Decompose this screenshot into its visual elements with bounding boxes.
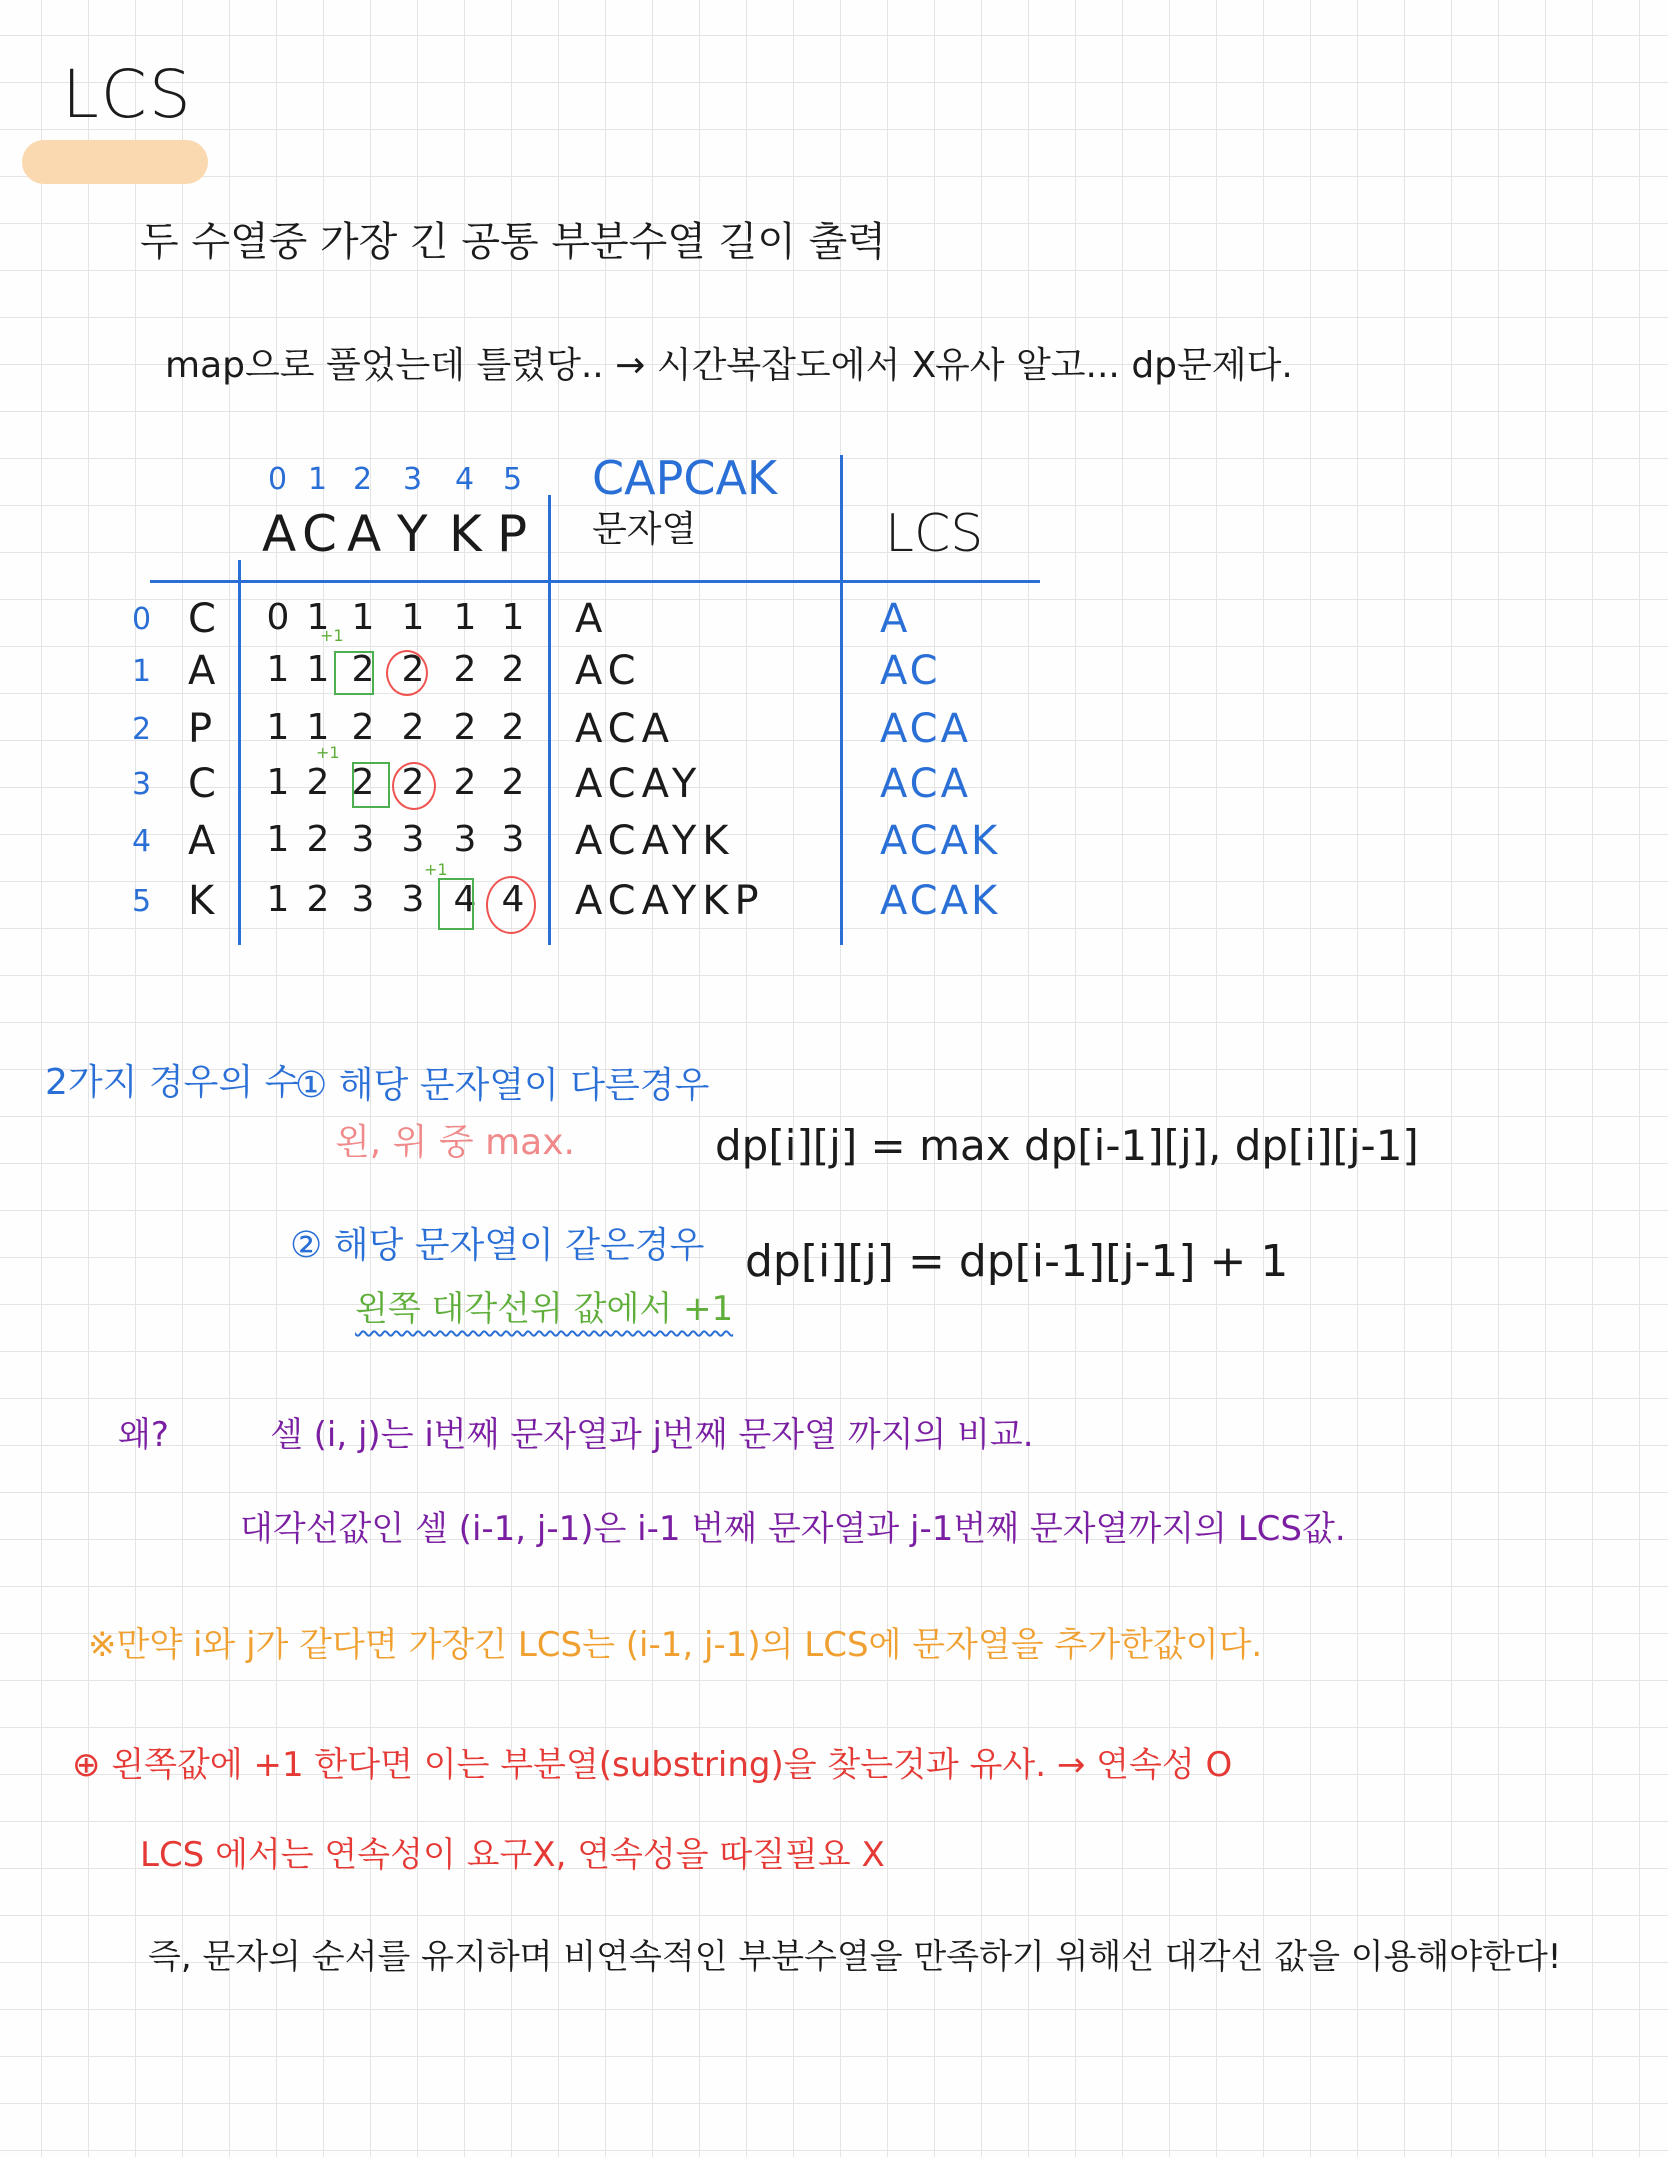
dp-cell: 3 bbox=[401, 819, 425, 860]
column-index: 4 bbox=[455, 462, 475, 497]
plus-mark: +1 bbox=[424, 860, 448, 879]
row-char: C bbox=[188, 761, 216, 807]
dp-cell: 2 bbox=[306, 879, 330, 920]
dp-cell: 1 bbox=[266, 707, 290, 748]
formula2: dp[i][j] = dp[i-1][j-1] + 1 bbox=[745, 1236, 1289, 1287]
dp-cell: 2 bbox=[351, 649, 375, 690]
capcak-entry: ACAYKP bbox=[575, 878, 765, 924]
plus-mark: +1 bbox=[316, 743, 340, 762]
dp-cell: 1 bbox=[401, 597, 425, 638]
highlight-circle bbox=[392, 762, 436, 810]
column-index: 2 bbox=[353, 462, 373, 497]
dp-cell: 2 bbox=[306, 819, 330, 860]
dp-cell: 2 bbox=[501, 649, 525, 690]
dp-cell: 2 bbox=[501, 707, 525, 748]
dp-cell: 1 bbox=[351, 597, 375, 638]
highlight-circle bbox=[386, 650, 428, 696]
dp-cell: 4 bbox=[501, 879, 525, 920]
dp-cell: 1 bbox=[501, 597, 525, 638]
dp-cell: 3 bbox=[453, 819, 477, 860]
highlight-box bbox=[352, 762, 390, 808]
row-index: 5 bbox=[132, 884, 152, 919]
case1-subtext: 왼, 위 중 max. bbox=[335, 1122, 575, 1163]
column-index: 1 bbox=[308, 462, 328, 497]
table-hline bbox=[150, 580, 1040, 583]
column-char: P bbox=[497, 505, 528, 563]
lcs-entry: A bbox=[880, 596, 911, 642]
dp-cell: 1 bbox=[266, 819, 290, 860]
column-char: K bbox=[449, 505, 482, 563]
red-note-2: LCS 에서는 연속성이 요구X, 연속성을 따질필요 X bbox=[140, 1835, 885, 1875]
column-char: Y bbox=[397, 505, 428, 563]
red-note-1: ⊕ 왼쪽값에 +1 한다면 이는 부분열(substring)을 찾는것과 유사. → 연속성 O bbox=[72, 1745, 1233, 1785]
lcs-entry: AC bbox=[880, 648, 941, 694]
highlight-box bbox=[334, 651, 374, 695]
dp-cell: 2 bbox=[351, 707, 375, 748]
why-line2: 대각선값인 셀 (i-1, j-1)은 i-1 번째 문자열과 j-1번째 문자열까지의 LCS값. bbox=[240, 1509, 1346, 1549]
dp-cell: 2 bbox=[453, 762, 477, 803]
dp-cell: 1 bbox=[453, 597, 477, 638]
dp-cell: 2 bbox=[401, 762, 425, 803]
row-index: 0 bbox=[132, 602, 152, 637]
row-char: A bbox=[188, 648, 216, 694]
dp-cell: 1 bbox=[306, 597, 330, 638]
row-char: A bbox=[188, 818, 216, 864]
dp-cell: 3 bbox=[351, 819, 375, 860]
case2-subtext-label: 왼쪽 대각선위 값에서 +1 bbox=[355, 1289, 734, 1329]
why-line1: 셀 (i, j)는 i번째 문자열과 j번째 문자열 까지의 비교. bbox=[270, 1415, 1034, 1455]
capcak-subheader: 문자열 bbox=[592, 509, 697, 550]
capcak-header: CAPCAK bbox=[592, 451, 778, 505]
why-label: 왜? bbox=[118, 1415, 169, 1455]
dp-cell: 1 bbox=[266, 762, 290, 803]
orange-note: ※만약 i와 j가 같다면 가장긴 LCS는 (i-1, j-1)의 LCS에 문자열을 추가한값이다. bbox=[88, 1625, 1263, 1665]
dp-cell: 2 bbox=[501, 762, 525, 803]
dp-cell: 2 bbox=[401, 707, 425, 748]
lcs-entry: ACAK bbox=[880, 818, 1001, 864]
dp-cell: 2 bbox=[453, 707, 477, 748]
problem-text: 두 수열중 가장 긴 공통 부분수열 길이 출력 bbox=[140, 219, 886, 265]
cases-heading: 2가지 경우의 수 bbox=[45, 1062, 300, 1103]
capcak-entry: ACA bbox=[575, 706, 675, 752]
column-index: 0 bbox=[268, 462, 288, 497]
capcak-entry: ACAYK bbox=[575, 818, 735, 864]
title-highlight bbox=[22, 140, 208, 184]
dp-cell: 1 bbox=[266, 879, 290, 920]
dp-cell: 2 bbox=[306, 762, 330, 803]
approach-note: map으로 풀었는데 틀렸당.. → 시간복잡도에서 X bbox=[165, 345, 937, 386]
highlight-circle bbox=[486, 876, 536, 934]
highlight-box bbox=[438, 878, 474, 930]
page-title: LCS bbox=[62, 56, 193, 133]
dp-cell: 0 bbox=[266, 597, 290, 638]
case2-text: ② 해당 문자열이 같은경우 bbox=[290, 1225, 705, 1266]
formula1: dp[i][j] = max dp[i-1][j], dp[i][j-1] bbox=[715, 1121, 1419, 1170]
column-index: 5 bbox=[503, 462, 523, 497]
dp-cell: 3 bbox=[351, 879, 375, 920]
row-char: C bbox=[188, 596, 216, 642]
dp-cell: 3 bbox=[501, 819, 525, 860]
lcs-header: LCS bbox=[885, 504, 984, 564]
column-char: A bbox=[347, 505, 382, 563]
dp-note: 유사 알고... dp문제다. bbox=[935, 345, 1293, 386]
column-char: A bbox=[262, 505, 297, 563]
plus-mark: +1 bbox=[320, 626, 344, 645]
dp-cell: 1 bbox=[306, 707, 330, 748]
lcs-entry: ACA bbox=[880, 706, 971, 752]
dp-cell: 4 bbox=[453, 879, 477, 920]
problem-statement bbox=[140, 219, 886, 265]
dp-cell: 1 bbox=[306, 649, 330, 690]
table-vline-left bbox=[238, 560, 241, 945]
lcs-entry: ACAK bbox=[880, 878, 1001, 924]
row-char: P bbox=[188, 706, 213, 752]
row-index: 1 bbox=[132, 654, 152, 689]
row-char: K bbox=[188, 878, 215, 924]
case1-text: ① 해당 문자열이 다른경우 bbox=[295, 1065, 710, 1106]
dp-cell: 1 bbox=[266, 649, 290, 690]
column-char: C bbox=[302, 505, 337, 563]
capcak-entry: A bbox=[575, 596, 609, 642]
row-index: 2 bbox=[132, 712, 152, 747]
case2-subtext bbox=[355, 1289, 734, 1329]
dp-cell: 2 bbox=[401, 649, 425, 690]
table-vline-mid bbox=[548, 495, 551, 945]
row-index: 4 bbox=[132, 824, 152, 859]
dp-cell: 2 bbox=[453, 649, 477, 690]
column-index: 3 bbox=[403, 462, 423, 497]
dp-cell: 3 bbox=[401, 879, 425, 920]
capcak-entry: AC bbox=[575, 648, 642, 694]
capcak-entry: ACAY bbox=[575, 761, 703, 807]
dp-cell: 2 bbox=[351, 762, 375, 803]
lcs-entry: ACA bbox=[880, 761, 971, 807]
table-vline-right bbox=[840, 455, 843, 945]
conclusion: 즉, 문자의 순서를 유지하며 비연속적인 부분수열을 만족하기 위해선 대각선 값을 이용해야한다! bbox=[148, 1937, 1562, 1977]
row-index: 3 bbox=[132, 767, 152, 802]
